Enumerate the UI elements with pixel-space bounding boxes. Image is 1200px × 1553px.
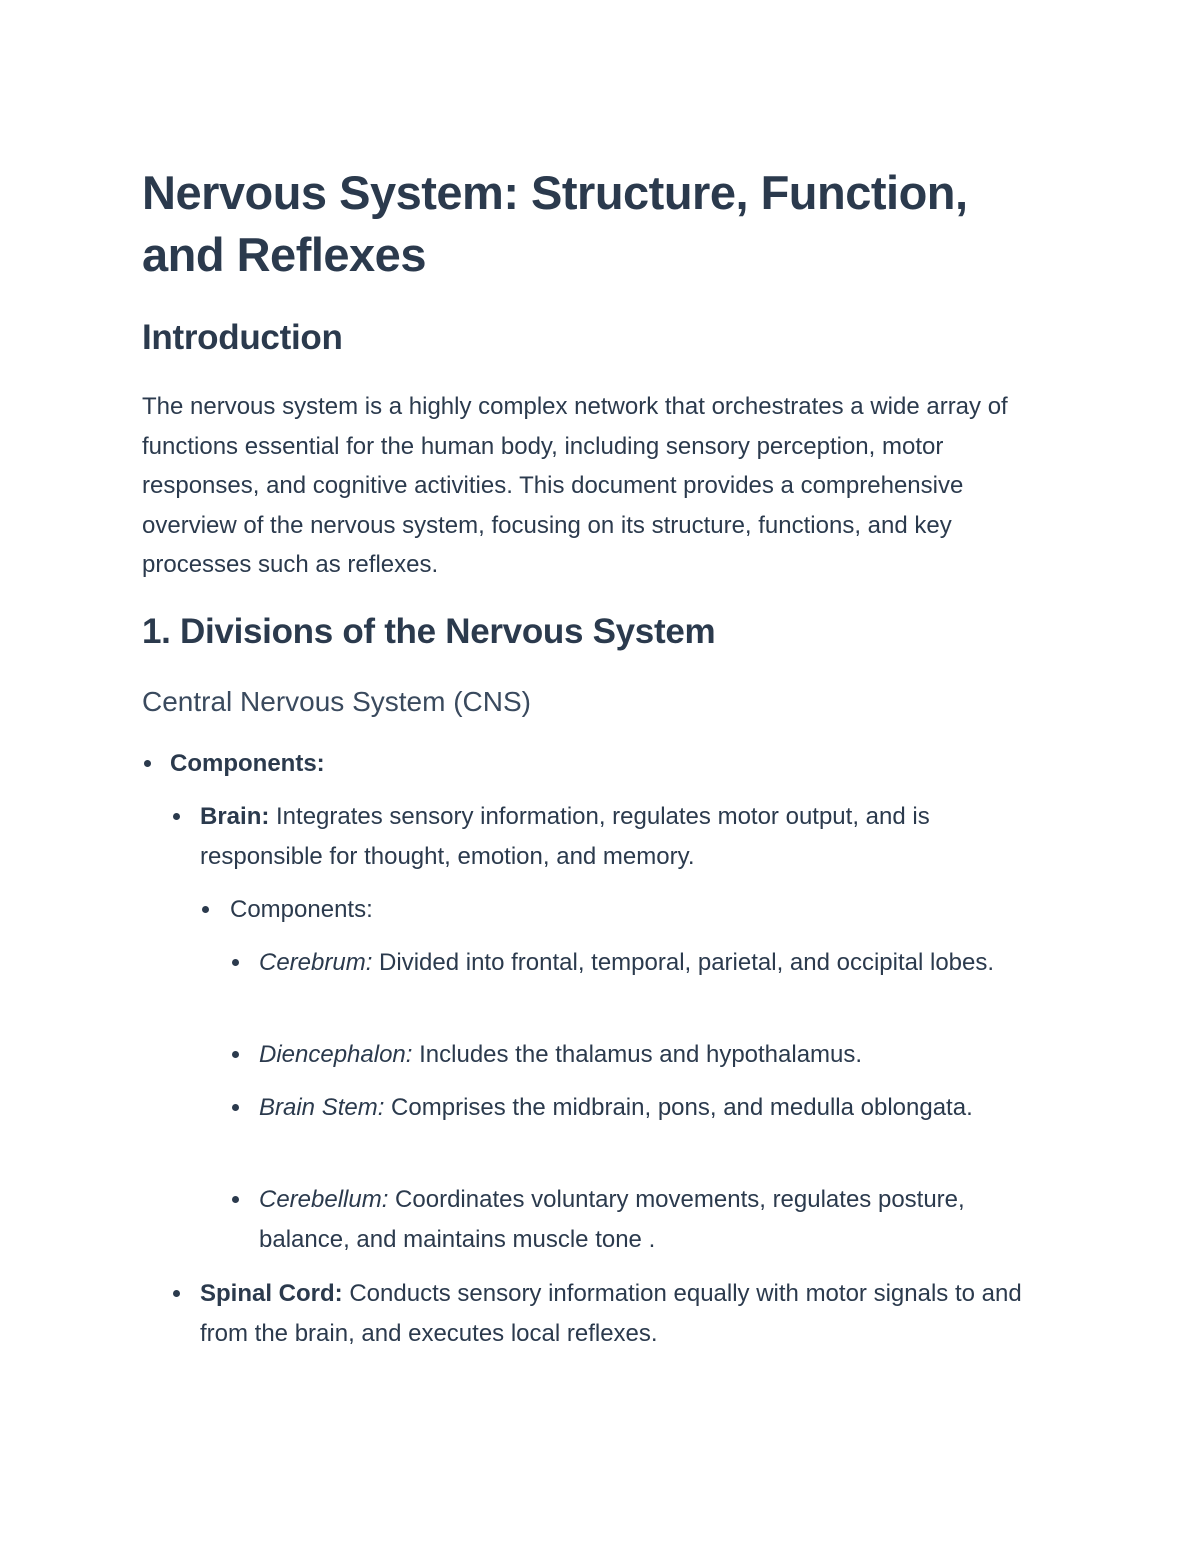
bullet-icon — [144, 760, 151, 767]
brain-label: Brain: — [200, 803, 270, 830]
list-item-brain-stem — [259, 1088, 1059, 1128]
bullet-icon — [202, 906, 209, 913]
cns-subheading: Central Nervous System (CNS) — [142, 686, 531, 717]
list-item-diencephalon — [259, 1035, 1059, 1075]
spinal-cord-label: Spinal Cord: — [200, 1280, 343, 1307]
bullet-icon — [232, 959, 239, 966]
spinal-cord-text: Conducts sensory information equally with motor signals to and from the brain, and executes local reflexes. — [200, 1280, 1022, 1347]
cerebrum-label: Cerebrum: — [259, 949, 373, 976]
brain-text: Integrates sensory information, regulates motor output, and is responsible for thought, emotion, and memory. — [200, 803, 930, 870]
diencephalon-text: Includes the thalamus and hypothalamus. — [412, 1041, 863, 1068]
components-label: Components: — [170, 750, 325, 777]
brain-stem-label: Brain Stem: — [259, 1094, 385, 1121]
cerebrum-text: Divided into frontal, temporal, parietal, and occipital lobes. — [372, 949, 995, 976]
cerebellum-text: Coordinates voluntary movements, regulates posture, balance, and maintains muscle tone . — [259, 1186, 965, 1253]
bullet-icon — [232, 1051, 239, 1058]
cerebellum-label: Cerebellum: — [259, 1186, 389, 1213]
list-item-spinal-cord — [200, 1274, 1050, 1354]
diencephalon-label: Diencephalon: — [259, 1041, 413, 1068]
bullet-icon — [173, 1290, 180, 1297]
document-title: Nervous System: Structure, Function, and Reflexes — [142, 166, 968, 281]
introduction-heading: Introduction — [142, 318, 343, 357]
list-item-brain — [200, 797, 1050, 877]
bullet-icon — [232, 1196, 239, 1203]
list-item-components — [170, 744, 1050, 784]
introduction-paragraph: The nervous system is a highly complex network that orchestrates a wide array of functions essential for the human body, including sensory perception, motor responses, and cognitive activities. This document provides a comprehensive overview of the nervous system, focusing on its structure, functions, and key processes such as reflexes. — [142, 393, 1008, 578]
list-item-cerebellum — [259, 1180, 1059, 1260]
divisions-heading: 1. Divisions of the Nervous System — [142, 612, 716, 651]
list-item-brain-components — [230, 890, 1050, 930]
bullet-icon — [173, 813, 180, 820]
brain-components-label: Components: — [230, 896, 373, 923]
bullet-icon — [232, 1104, 239, 1111]
brain-stem-text: Comprises the midbrain, pons, and medulla oblongata. — [384, 1094, 973, 1121]
list-item-cerebrum — [259, 943, 1059, 983]
